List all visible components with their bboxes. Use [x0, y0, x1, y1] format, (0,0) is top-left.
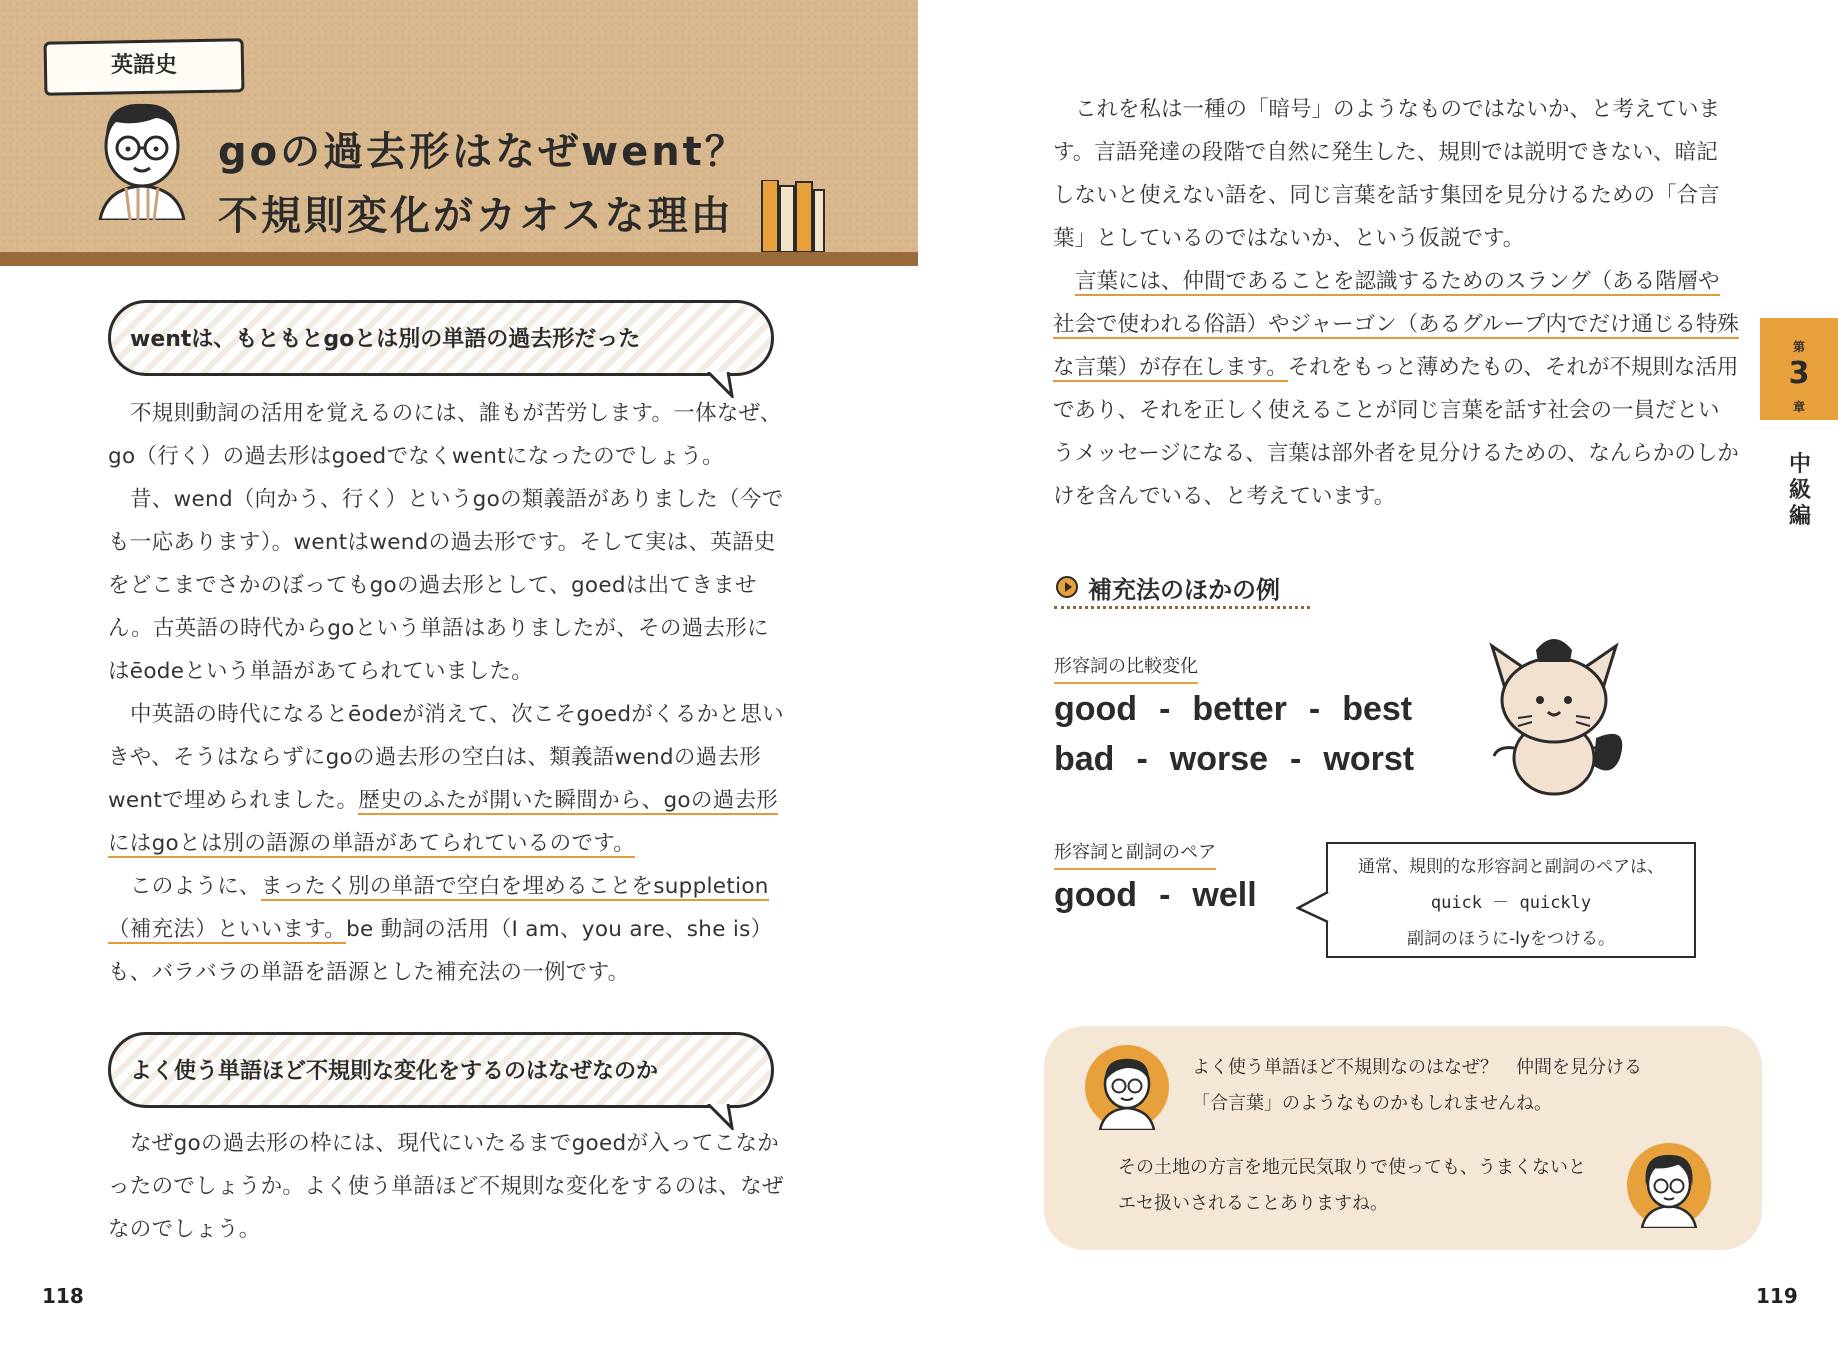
section-heading-1-text: wentは、もともとgoとは別の単語の過去形だった: [130, 327, 641, 352]
paragraph: [108, 693, 788, 865]
highlighted-text: 歴史のふたが開いた瞬間から、goの過去形にはgoとは別の語源の単語があてられているのです。: [108, 788, 779, 856]
header-bottom-band: [0, 252, 918, 266]
paragraph-text: このように、: [130, 874, 261, 899]
section1-body: [108, 392, 788, 994]
word: good: [1054, 876, 1138, 914]
chapter-tab-bottom: 章: [1792, 400, 1805, 414]
paragraph-text: それをもっと薄めたもの、それが不規則な活用であり、それを正しく使えることが同じ言葉を話す社会の一員だというメッセージになる、言葉は部外者を見分けるための、なんらかのしかけを含んでいる、と考えています。: [1053, 355, 1739, 509]
author-avatar: [86, 92, 198, 220]
section-heading-2-text: よく使う単語ほど不規則な変化をするのはなぜなのか: [130, 1059, 659, 1084]
highlighted-text: まったく別の単語で空白を埋めることをsuppletion（補充法）といいます。: [108, 874, 769, 942]
category-label: 英語史: [110, 53, 177, 78]
dialogue-text: その土地の方言を地元民気取りで使っても、うまくないと: [1118, 1157, 1586, 1178]
dash: -: [1308, 690, 1321, 728]
dialogue-line-2: [1118, 1150, 1586, 1222]
dash: -: [1159, 690, 1171, 728]
word: best: [1342, 690, 1413, 728]
level-label: 中級編: [1788, 452, 1811, 529]
note-pointer-icon: [1296, 890, 1330, 924]
author-avatar-small: [1084, 1044, 1170, 1130]
paragraph: 昔、wend（向かう、行く）というgoの類義語がありました（今でも一応あります）。wentはwendの過去形です。そして実は、英語史をどこまでさかのぼってもgoの過去形として、goedは出てきません。古英語の時代からgoという単語はありましたが、その過去形にはēodeという単語があてられていました。: [108, 487, 784, 684]
dash: -: [1290, 740, 1302, 778]
dotted-divider: [1054, 606, 1310, 609]
paragraph: 不規則動詞の活用を覚えるのには、誰もが苦労します。一体なぜ、go（行く）の過去形はgoedでなくwentになったのでしょう。: [108, 401, 782, 469]
chapter-tab-top: 第: [1792, 340, 1805, 354]
adjective-adverb-pair-label: 形容詞と副詞のペア: [1054, 838, 1216, 870]
word: well: [1192, 876, 1257, 914]
dialogue-text: よく使う単語ほど不規則なのはなぜ？ 仲間を見分ける: [1192, 1057, 1642, 1078]
word: worst: [1323, 740, 1415, 778]
paragraph: これを私は一種の「暗号」のようなものではないか、と考えています。言語発達の段階で自然に発生した、規則では説明できない、暗記しないと使えない語を、同じ言葉を話す集団を見分けるための「合言葉」としているのではないか、という仮説です。: [1053, 97, 1721, 251]
page-number-right: 119: [1756, 1284, 1798, 1308]
section2-body: [108, 1122, 788, 1251]
fox-mascot-icon: [1484, 628, 1634, 798]
companion-avatar-small: [1626, 1142, 1712, 1228]
right-body: [1053, 88, 1739, 518]
paragraph-text: 中英語の時代になるとēodeが消えて、次こそgoedがくるかと思いきや、そうはならずにgoの過去形の空白は、類義語wendの過去形wentで埋められました。: [108, 702, 784, 813]
word: bad: [1054, 740, 1115, 778]
supplement-title: 補充法のほかの例: [1088, 576, 1280, 604]
dash: -: [1159, 876, 1171, 914]
page-number-left: 118: [42, 1284, 84, 1308]
page-title-line2: 不規則変化がカオスな理由: [218, 193, 734, 239]
chapter-number: 3: [1788, 356, 1810, 391]
play-circle-icon: [1056, 576, 1078, 598]
adjective-comparison-label: 形容詞の比較変化: [1054, 652, 1198, 684]
note-line-1: 通常、規則的な形容詞と副詞のペアは、: [1358, 857, 1664, 877]
paragraph: [1053, 260, 1739, 518]
highlighted-text: 言葉には、仲間であることを認識するためのスラング（ある階層や社会で使われる俗語）やジャーゴン（あるグループ内でだけ通じる特殊な言葉）が存在します。: [1053, 269, 1739, 380]
note-line-2: quick － quickly: [1430, 893, 1592, 913]
word: better: [1192, 690, 1287, 728]
dialogue-text: エセ扱いされることありますね。: [1118, 1193, 1388, 1214]
dialogue-line-1: [1192, 1050, 1642, 1122]
comparison-row-good: [1054, 690, 1412, 729]
paragraph: [108, 865, 788, 994]
paragraph-text: be 動詞の活用（I am、you are、she is）も、バラバラの単語を語源とした補充法の一例です。: [108, 917, 773, 985]
word: good: [1054, 690, 1138, 728]
word: worse: [1169, 740, 1269, 778]
comparison-row-bad: [1054, 740, 1414, 779]
dialogue-text: 「合言葉」のようなものかもしれませんね。: [1192, 1093, 1552, 1114]
page-title-line1: goの過去形はなぜwent？: [218, 129, 748, 175]
pair-row-good-well: [1054, 876, 1257, 915]
note-line-3: 副詞のほうに-lyをつける。: [1407, 929, 1615, 949]
paragraph: なぜgoの過去形の枠には、現代にいたるまでgoedが入ってこなかったのでしょうか。よく使う単語ほど不規則な変化をするのは、なぜなのでしょう。: [108, 1131, 784, 1242]
dash: -: [1136, 740, 1148, 778]
books-illustration: [756, 180, 826, 252]
